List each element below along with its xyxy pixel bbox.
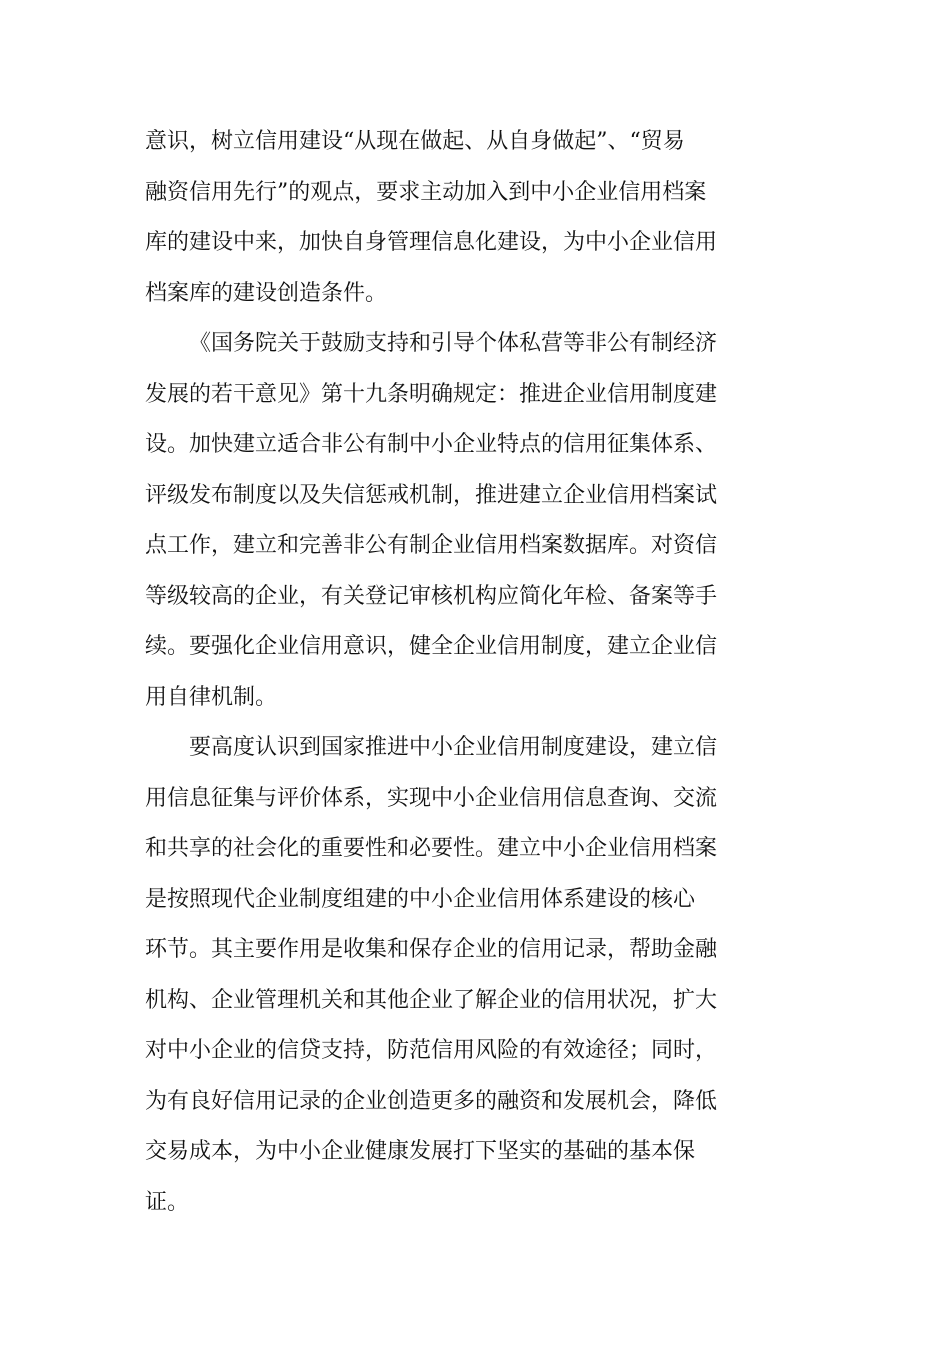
text-line: 评级发布制度以及失信惩戒机制，推进建立企业信用档案试: [145, 482, 718, 508]
paragraph-start-line: 要高度认识到国家推进中小企业信用制度建设，建立信: [189, 735, 718, 760]
text-line: 点工作，建立和完善非公有制企业信用档案数据库。对资信: [145, 533, 718, 558]
text-line: 用自律机制。: [145, 684, 278, 710]
text-line: 库的建设中来，加快自身管理信息化建设，为中小企业信用: [145, 230, 718, 255]
text-line: 机构、企业管理机关和其他企业了解企业的信用状况，扩大: [145, 987, 718, 1013]
paragraph-start-line: 《国务院关于鼓励支持和引导个体私营等非公有制经济: [189, 331, 718, 356]
text-line: 意识，树立信用建设“从现在做起、从自身做起”、“贸易: [145, 129, 685, 154]
text-line: 交易成本，为中小企业健康发展打下坚实的基础的基本保: [145, 1139, 696, 1164]
text-line: 融资信用先行”的观点，要求主动加入到中小企业信用档案: [145, 179, 707, 205]
text-line: 设。加快建立适合非公有制中小企业特点的信用征集体系、: [145, 432, 718, 457]
text-line: 和共享的社会化的重要性和必要性。建立中小企业信用档案: [145, 836, 718, 861]
text-line: 对中小企业的信贷支持，防范信用风险的有效途径；同时，: [145, 1038, 718, 1063]
text-line: 等级较高的企业，有关登记审核机构应简化年检、备案等手: [145, 583, 718, 609]
text-line: 是按照现代企业制度组建的中小企业信用体系建设的核心: [145, 886, 696, 912]
text-line: 证。: [145, 1189, 190, 1215]
text-line: 环节。其主要作用是收集和保存企业的信用记录，帮助金融: [145, 937, 718, 962]
text-line: 为有良好信用记录的企业创造更多的融资和发展机会，降低: [145, 1088, 718, 1114]
text-line: 发展的若干意见》第十九条明确规定：推进企业信用制度建: [145, 381, 718, 407]
text-line: 续。要强化企业信用意识，健全企业信用制度，建立企业信: [145, 634, 718, 659]
text-line: 档案库的建设创造条件。: [145, 280, 388, 306]
text-line: 用信息征集与评价体系，实现中小企业信用信息查询、交流: [145, 785, 718, 811]
body-text: [145, 117, 755, 1228]
